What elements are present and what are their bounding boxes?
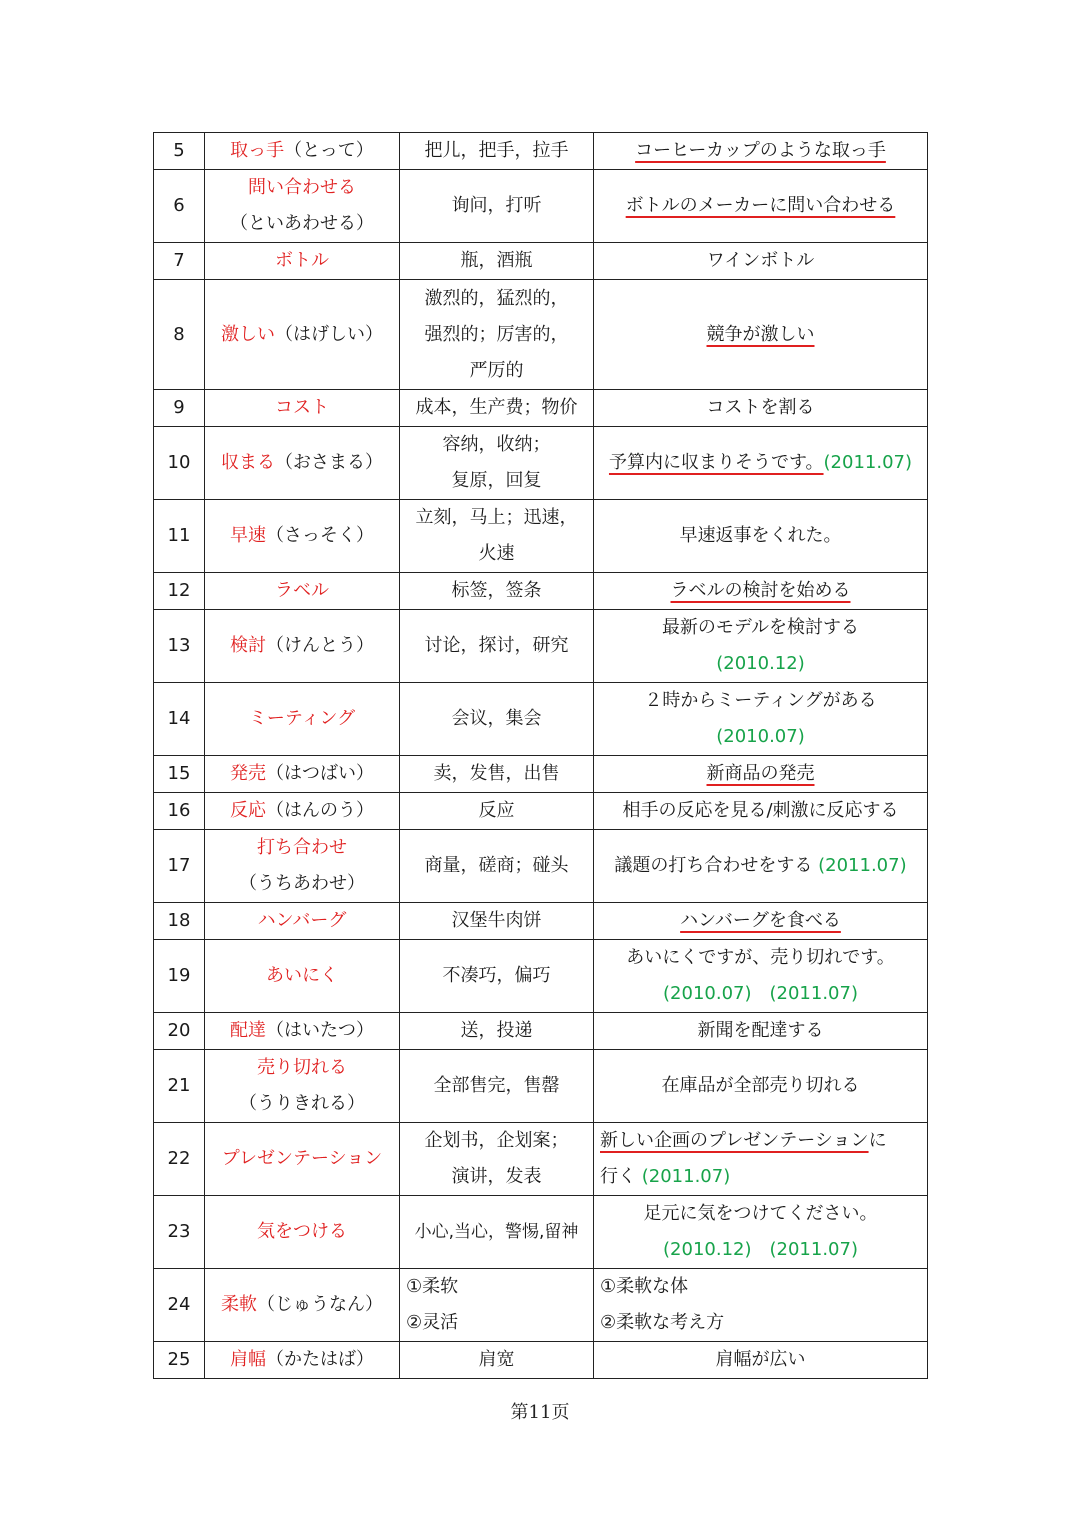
word-cell — [205, 390, 400, 427]
exam-date: (2010.12) — [716, 653, 805, 674]
vocab-table — [153, 132, 928, 1379]
word: 取っ手 — [230, 140, 285, 161]
row-number: 6 — [154, 170, 205, 243]
table-row — [154, 830, 928, 903]
reading: （かたはば） — [266, 1349, 374, 1370]
word: 発売 — [230, 763, 266, 784]
row-number: 17 — [154, 830, 205, 903]
example-cell — [594, 170, 928, 243]
example: 新商品の発売 — [706, 763, 815, 784]
example: ２時からミーティングがある — [644, 690, 877, 711]
table-row — [154, 793, 928, 830]
word: ハンバーグ — [257, 910, 347, 931]
example-cell: 在庫品が全部売り切れる — [594, 1050, 928, 1123]
word-cell — [205, 903, 400, 940]
meaning-cell — [400, 500, 594, 573]
table-row — [154, 1196, 928, 1269]
example: コーヒーカップのような取っ手 — [635, 140, 886, 161]
exam-date: (2010.12) (2011.07) — [663, 1239, 858, 1260]
example: 足元に気をつけてください。 — [643, 1203, 878, 1224]
example: 最新のモデルを検討する — [661, 617, 860, 638]
reading: （といあわせる） — [230, 213, 374, 234]
table-row — [154, 133, 928, 170]
example: ラベルの検討を始める — [670, 580, 851, 601]
example-cell — [594, 573, 928, 610]
table-row — [154, 940, 928, 1013]
meaning-cell: 反应 — [400, 793, 594, 830]
word-cell — [205, 170, 400, 243]
table-row — [154, 756, 928, 793]
row-number: 14 — [154, 683, 205, 756]
example-tail: に — [868, 1130, 887, 1151]
row-number: 21 — [154, 1050, 205, 1123]
exam-date: (2011.07) — [823, 452, 913, 473]
meaning-cell: 询问，打听 — [400, 170, 594, 243]
word: ミーティング — [248, 708, 356, 729]
table-row — [154, 683, 928, 756]
exam-date: (2011.07) — [641, 1166, 731, 1187]
meaning-line: 容纳，收纳； — [442, 434, 551, 455]
exam-date: (2010.07) — [716, 726, 805, 747]
example-cell: 肩幅が広い — [594, 1342, 928, 1379]
table-row — [154, 390, 928, 427]
example-cell — [594, 830, 928, 903]
meaning-cell: 瓶，酒瓶 — [400, 243, 594, 280]
word: 売り切れる — [257, 1057, 347, 1078]
row-number: 24 — [154, 1269, 205, 1342]
example: ハンバーグを食べる — [680, 910, 841, 931]
meaning-line: 强烈的；厉害的， — [424, 323, 569, 345]
meaning-line: 严厉的 — [469, 359, 524, 381]
example-cell: 早速返事をくれた。 — [594, 500, 928, 573]
page-number: 第11页 — [510, 1402, 570, 1423]
example-cell — [594, 610, 928, 683]
reading: （じゅうなん） — [257, 1294, 383, 1315]
word-cell — [205, 1342, 400, 1379]
meaning-cell: 讨论，探讨，研究 — [400, 610, 594, 683]
meaning-cell: 不凑巧，偏巧 — [400, 940, 594, 1013]
meaning-cell — [400, 1269, 594, 1342]
word: 気をつける — [257, 1221, 347, 1242]
reading: （おさまる） — [275, 452, 383, 473]
word: コスト — [275, 397, 329, 418]
word-cell — [205, 133, 400, 170]
word: 収まる — [221, 452, 275, 473]
meaning-cell: 卖，发售，出售 — [400, 756, 594, 793]
word: 早速 — [230, 525, 266, 546]
word-cell — [205, 573, 400, 610]
example-cell — [594, 1123, 928, 1196]
meaning-cell: 全部售完，售罄 — [400, 1050, 594, 1123]
row-number: 7 — [154, 243, 205, 280]
meaning-line: ①柔软 — [406, 1276, 459, 1297]
word: プレゼンテーション — [221, 1148, 383, 1169]
example: ボトルのメーカーに問い合わせる — [625, 195, 896, 216]
reading: （はげしい） — [275, 323, 383, 345]
meaning-line: 火速 — [478, 543, 515, 564]
meaning-cell — [400, 427, 594, 500]
row-number: 8 — [154, 280, 205, 390]
word-cell — [205, 427, 400, 500]
meaning-cell — [400, 280, 594, 390]
example-cell — [594, 756, 928, 793]
example-cell — [594, 903, 928, 940]
table-row — [154, 610, 928, 683]
word: 激しい — [221, 323, 275, 345]
example-cell: コストを割る — [594, 390, 928, 427]
row-number: 10 — [154, 427, 205, 500]
row-number: 25 — [154, 1342, 205, 1379]
word: 問い合わせる — [248, 177, 356, 198]
word-cell — [205, 756, 400, 793]
reading: （はつばい） — [266, 763, 374, 784]
example-cell: 相手の反応を見る/刺激に反応する — [594, 793, 928, 830]
example: 議題の打ち合わせをする — [614, 855, 813, 876]
row-number: 9 — [154, 390, 205, 427]
table-row — [154, 1123, 928, 1196]
example-cell — [594, 683, 928, 756]
meaning-line: 激烈的，猛烈的， — [424, 287, 569, 309]
word-cell — [205, 1269, 400, 1342]
example: あいにくですが、売り切れです。 — [626, 947, 895, 968]
exam-date: (2010.07) (2011.07) — [663, 983, 858, 1004]
word-cell — [205, 280, 400, 390]
reading: （はいたつ） — [266, 1020, 374, 1041]
meaning-cell — [400, 1123, 594, 1196]
word: あいにく — [266, 965, 338, 986]
meaning-cell: 标签，签条 — [400, 573, 594, 610]
reading: （とって） — [284, 140, 374, 161]
example-cell — [594, 1196, 928, 1269]
word: ラベル — [275, 580, 329, 601]
example-continued: 行く — [600, 1166, 636, 1187]
word-cell — [205, 243, 400, 280]
word: 配達 — [230, 1020, 266, 1041]
table-row — [154, 1013, 928, 1050]
word: 反応 — [230, 800, 266, 821]
example-cell — [594, 133, 928, 170]
meaning-cell: 小心,当心，警惕,留神 — [400, 1196, 594, 1269]
table-row — [154, 573, 928, 610]
meaning-cell: 汉堡牛肉饼 — [400, 903, 594, 940]
word: 肩幅 — [230, 1349, 266, 1370]
row-number: 20 — [154, 1013, 205, 1050]
meaning-cell: 会议，集会 — [400, 683, 594, 756]
reading: （けんとう） — [266, 635, 374, 656]
row-number: 12 — [154, 573, 205, 610]
word: 検討 — [230, 635, 266, 656]
table-row — [154, 243, 928, 280]
meaning-line: 演讲，发表 — [451, 1166, 542, 1187]
meaning-line: ②灵活 — [406, 1312, 459, 1333]
example-cell — [594, 940, 928, 1013]
row-number: 13 — [154, 610, 205, 683]
row-number: 22 — [154, 1123, 205, 1196]
reading: （うちあわせ） — [239, 873, 365, 894]
example-cell: ワインボトル — [594, 243, 928, 280]
row-number: 5 — [154, 133, 205, 170]
meaning-cell: 成本，生产费；物价 — [400, 390, 594, 427]
table-row — [154, 170, 928, 243]
reading: （さっそく） — [266, 525, 374, 546]
example-line: ①柔軟な体 — [600, 1276, 689, 1297]
row-number: 19 — [154, 940, 205, 1013]
word-cell — [205, 830, 400, 903]
example-cell — [594, 427, 928, 500]
example-cell — [594, 280, 928, 390]
meaning-cell: 商量，磋商；碰头 — [400, 830, 594, 903]
meaning-line: 立刻，马上；迅速， — [415, 507, 578, 528]
meaning-line: 复原，回复 — [451, 470, 542, 491]
word: 打ち合わせ — [257, 837, 347, 858]
example-cell — [594, 1269, 928, 1342]
word-cell — [205, 610, 400, 683]
word-cell — [205, 683, 400, 756]
word: ボトル — [275, 250, 329, 271]
word-cell — [205, 1050, 400, 1123]
row-number: 11 — [154, 500, 205, 573]
word-cell — [205, 1123, 400, 1196]
example: 新しい企画のプレゼンテーション — [600, 1130, 869, 1151]
table-row — [154, 1050, 928, 1123]
table-row — [154, 903, 928, 940]
table-row — [154, 427, 928, 500]
example: 競争が激しい — [706, 323, 815, 345]
row-number: 16 — [154, 793, 205, 830]
table-row — [154, 1269, 928, 1342]
word-cell — [205, 1013, 400, 1050]
meaning-cell: 肩宽 — [400, 1342, 594, 1379]
word: 柔軟 — [221, 1294, 257, 1315]
word-cell — [205, 1196, 400, 1269]
word-cell — [205, 940, 400, 1013]
row-number: 15 — [154, 756, 205, 793]
example-line: ②柔軟な考え方 — [600, 1312, 725, 1333]
meaning-cell: 送，投递 — [400, 1013, 594, 1050]
example-cell: 新聞を配達する — [594, 1013, 928, 1050]
row-number: 23 — [154, 1196, 205, 1269]
table-row — [154, 280, 928, 390]
meaning-line: 企划书，企划案； — [424, 1130, 569, 1151]
reading: （うりきれる） — [239, 1093, 365, 1114]
table-row — [154, 1342, 928, 1379]
reading: （はんのう） — [266, 800, 374, 821]
exam-date: (2011.07) — [818, 855, 907, 876]
word-cell — [205, 793, 400, 830]
example: 予算内に収まりそうです。 — [608, 452, 824, 473]
meaning-cell: 把儿，把手，拉手 — [400, 133, 594, 170]
row-number: 18 — [154, 903, 205, 940]
table-row — [154, 500, 928, 573]
word-cell — [205, 500, 400, 573]
